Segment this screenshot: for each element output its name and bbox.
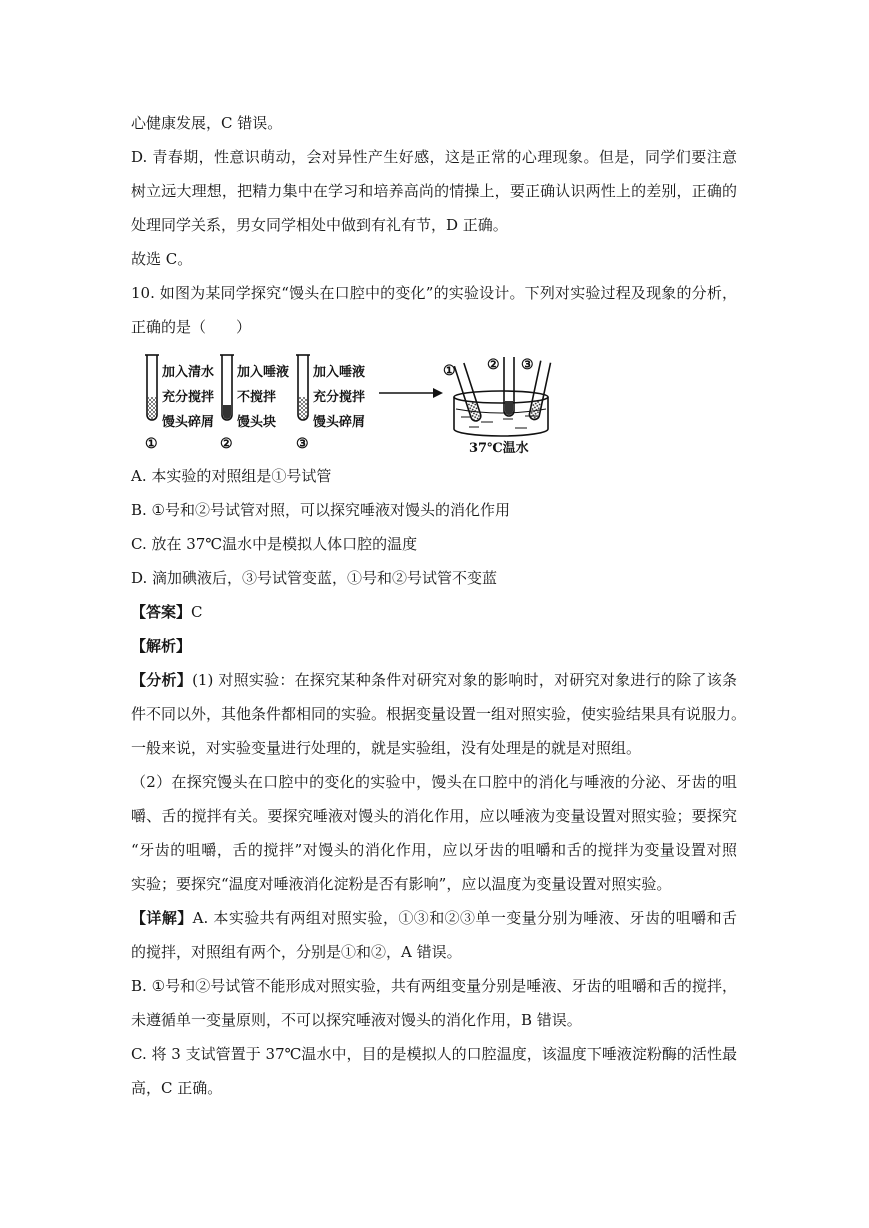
tube-2-step: 加入唾液 bbox=[237, 365, 290, 380]
previous-explanation-line: 心健康发展，C 错误。 bbox=[131, 114, 283, 132]
document-page bbox=[131, 106, 747, 1105]
bath-tube-label: ③ bbox=[521, 357, 534, 373]
option-b: B. ①号和②号试管对照，可以探究唾液对馒头的消化作用 bbox=[131, 501, 511, 519]
experiment-figure bbox=[131, 344, 737, 459]
bath-tube-label: ① bbox=[443, 363, 456, 379]
tube-3-step: 加入唾液 bbox=[313, 365, 366, 380]
tube-1-step: 充分搅拌 bbox=[162, 390, 215, 405]
analysis-line: “牙齿的咀嚼，舌的搅拌”对馒头的消化作用，应以牙齿的咀嚼和舌的搅拌为变量设置对照 bbox=[131, 841, 737, 859]
analysis-line: 件不同以外，其他条件都相同的实验。根据变量设置一组对照实验，使实验结果具有说服力。 bbox=[131, 705, 747, 723]
answer-label: 【答案】 bbox=[131, 603, 192, 621]
experiment-diagram bbox=[143, 349, 553, 461]
tube-3-step: 充分搅拌 bbox=[313, 390, 366, 405]
answer-line bbox=[131, 595, 737, 629]
analysis-line: （2）在探究馒头在口腔中的变化的实验中，馒头在口腔中的消化与唾液的分泌、牙齿的咀 bbox=[131, 773, 737, 791]
analysis-line: 嚼、舌的搅拌有关。要探究唾液对馒头的消化作用，应以唾液为变量设置对照实验；要探究 bbox=[131, 807, 737, 825]
water-bath-beaker bbox=[454, 357, 551, 436]
analysis-label: 【分析】 bbox=[131, 671, 193, 689]
analysis-line: 实验；要探究“温度对唾液消化淀粉是否有影响”，应以温度为变量设置对照实验。 bbox=[131, 875, 672, 893]
details-line: 未遵循单一变量原则，不可以探究唾液对馒头的消化作用，B 错误。 bbox=[131, 1011, 582, 1029]
question-stem-line: 正确的是（ ） bbox=[131, 318, 252, 336]
details-line: 高，C 正确。 bbox=[131, 1079, 223, 1097]
tube-3-label: ③ bbox=[296, 436, 309, 452]
explanation-heading: 【解析】 bbox=[131, 637, 192, 655]
tube-1-step: 加入清水 bbox=[162, 365, 215, 380]
arrow-right-icon bbox=[379, 388, 443, 398]
tube-2-step: 馒头块 bbox=[237, 415, 277, 430]
test-tube-3 bbox=[296, 355, 310, 420]
tube-1-label: ① bbox=[145, 436, 158, 452]
test-tube-1 bbox=[145, 355, 159, 420]
previous-option-d-line: 树立远大理想，把精力集中在学习和培养高尚的情操上，要正确认识两性上的差别，正确的 bbox=[131, 182, 737, 200]
previous-option-d-line: D. 青春期，性意识萌动，会对异性产生好感，这是正常的心理现象。但是，同学们要注意 bbox=[131, 148, 737, 166]
question-stem-line: 10. 如图为某同学探究“馒头在口腔中的变化”的实验设计。下列对实验过程及现象的分析， bbox=[131, 284, 737, 302]
option-a: A. 本实验的对照组是①号试管 bbox=[131, 467, 332, 485]
tube-2-step: 不搅拌 bbox=[237, 390, 277, 405]
option-c: C. 放在 37℃温水中是模拟人体口腔的温度 bbox=[131, 535, 418, 553]
test-tube-2 bbox=[220, 355, 234, 420]
option-d: D. 滴加碘液后，③号试管变蓝，①号和②号试管不变蓝 bbox=[131, 569, 498, 587]
details-line: B. ①号和②号试管不能形成对照实验，共有两组变量分别是唾液、牙齿的咀嚼和舌的搅拌， bbox=[131, 977, 737, 995]
previous-conclusion: 故选 C。 bbox=[131, 250, 193, 268]
tube-2-label: ② bbox=[220, 436, 233, 452]
details-line: C. 将 3 支试管置于 37℃温水中，目的是模拟人的口腔温度，该温度下唾液淀粉酶的活性最 bbox=[131, 1045, 737, 1063]
previous-option-d-line: 处理同学关系，男女同学相处中做到有礼有节，D 正确。 bbox=[131, 216, 508, 234]
tube-3-step: 馒头碎屑 bbox=[313, 415, 366, 430]
analysis-line: 【分析】(1) 对照实验：在探究某种条件对研究对象的影响时，对研究对象进行的除了该条 bbox=[131, 671, 737, 689]
tube-1-step: 馒头碎屑 bbox=[162, 415, 215, 430]
analysis-line: 一般来说，对实验变量进行处理的，就是实验组，没有处理是的就是对照组。 bbox=[131, 739, 642, 757]
details-line: 【详解】A. 本实验共有两组对照实验，①③和②③单一变量分别为唾液、牙齿的咀嚼和舌 bbox=[131, 909, 737, 927]
answer-value: C bbox=[191, 603, 203, 621]
details-line: 的搅拌，对照组有两个，分别是①和②，A 错误。 bbox=[131, 943, 462, 961]
bath-caption: 37℃温水 bbox=[469, 441, 529, 456]
bath-tube-label: ② bbox=[487, 357, 500, 373]
details-label: 【详解】 bbox=[131, 909, 193, 927]
